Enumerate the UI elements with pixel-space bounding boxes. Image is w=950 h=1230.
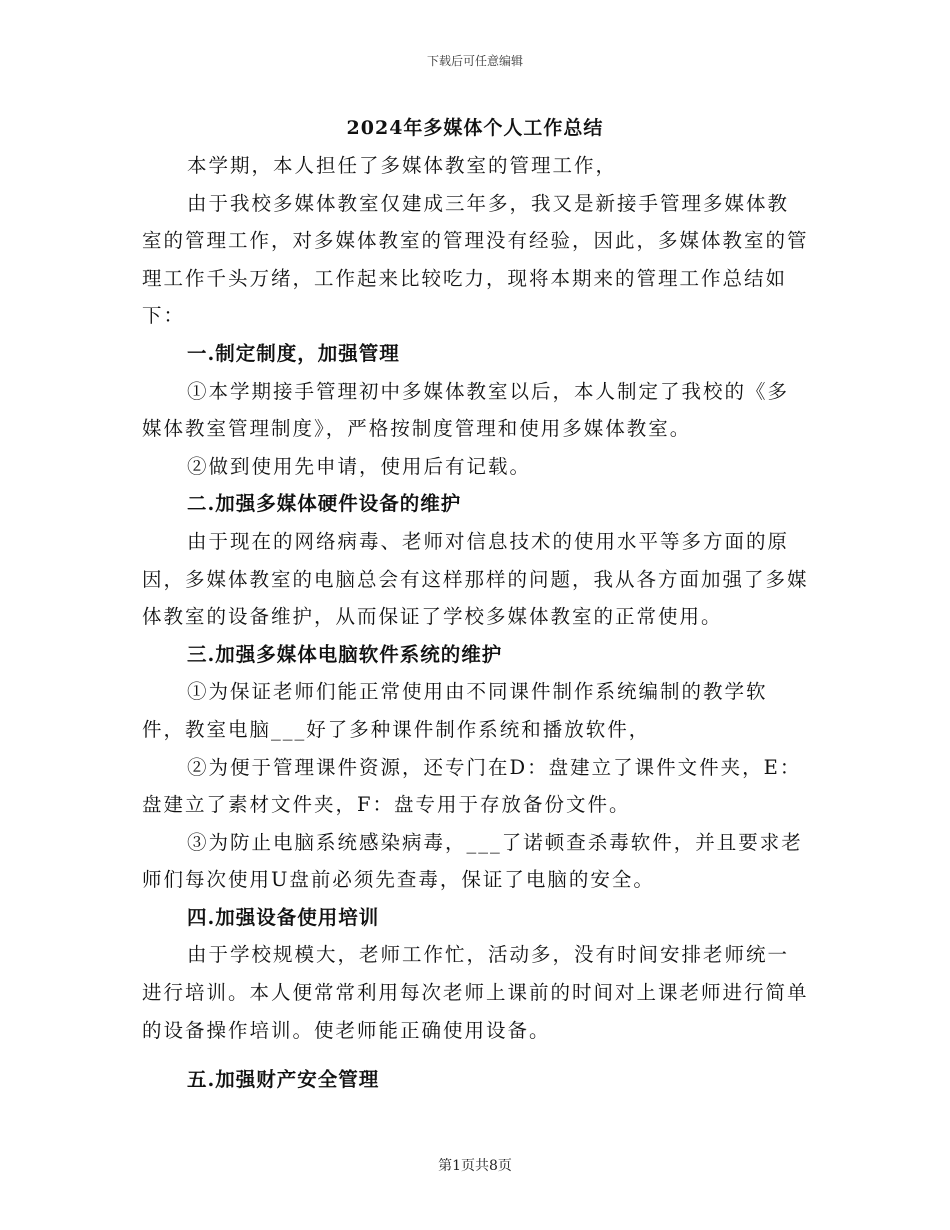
section-heading-3: 三.加强多媒体电脑软件系统的维护 — [187, 642, 503, 666]
section-3-paragraph-3: ③为防止电脑系统感染病毒，___了诺顿查杀毒软件，并且要求老师们每次使用U盘前必须先查毒，保证了电脑的安全。 — [142, 830, 803, 892]
section-heading-1: 一.制定制度，加强管理 — [187, 341, 400, 365]
section-3-paragraph-2: ②为便于管理课件资源，还专门在D：盘建立了课件文件夹，E：盘建立了素材文件夹，F：盘专用于存放备份文件。 — [142, 755, 802, 817]
page-header-note: 下载后可任意编辑 — [426, 54, 523, 68]
section-4-paragraph-1: 由于学校规模大，老师工作忙，活动多，没有时间安排老师统一进行培训。本人便常常利用每次老师上课前的时间对上课老师进行简单的设备操作培训。使老师能正确使用设备。 — [142, 943, 809, 1042]
page-number: 第1页共8页 — [438, 1158, 512, 1174]
section-heading-2: 二.加强多媒体硬件设备的维护 — [187, 492, 462, 516]
section-1-paragraph-1: ①本学期接手管理初中多媒体教室以后，本人制定了我校的《多媒体教室管理制度》，严格按制度管理和使用多媒体教室。 — [142, 379, 790, 441]
section-heading-5: 五.加强财产安全管理 — [187, 1068, 380, 1092]
section-3-paragraph-1: ①为保证老师们能正常使用由不同课件制作系统编制的教学软件，教室电脑___好了多种课件制作系统和播放软件， — [142, 680, 768, 741]
section-2-paragraph-1: 由于现在的网络病毒、老师对信息技术的使用水平等多方面的原因，多媒体教室的电脑总会有这样那样的问题，我从各方面加强了多媒体教室的设备维护，从而保证了学校多媒体教室的正常使用。 — [142, 529, 809, 629]
intro-paragraph-2: 由于我校多媒体教室仅建成三年多，我又是新接手管理多媒体教室的管理工作，对多媒体教室的管理没有经验，因此，多媒体教室的管理工作千头万绪，工作起来比较吃力，现将本期来的管理工作总结如下： — [142, 191, 809, 328]
document-title: 2024年多媒体个人工作总结 — [346, 117, 604, 139]
section-1-paragraph-2: ②做到使用先申请，使用后有记载。 — [187, 454, 532, 478]
document-body — [142, 147, 810, 1099]
intro-paragraph-1: 本学期，本人担任了多媒体教室的管理工作， — [187, 154, 618, 177]
section-heading-4: 四.加强设备使用培训 — [187, 905, 380, 929]
